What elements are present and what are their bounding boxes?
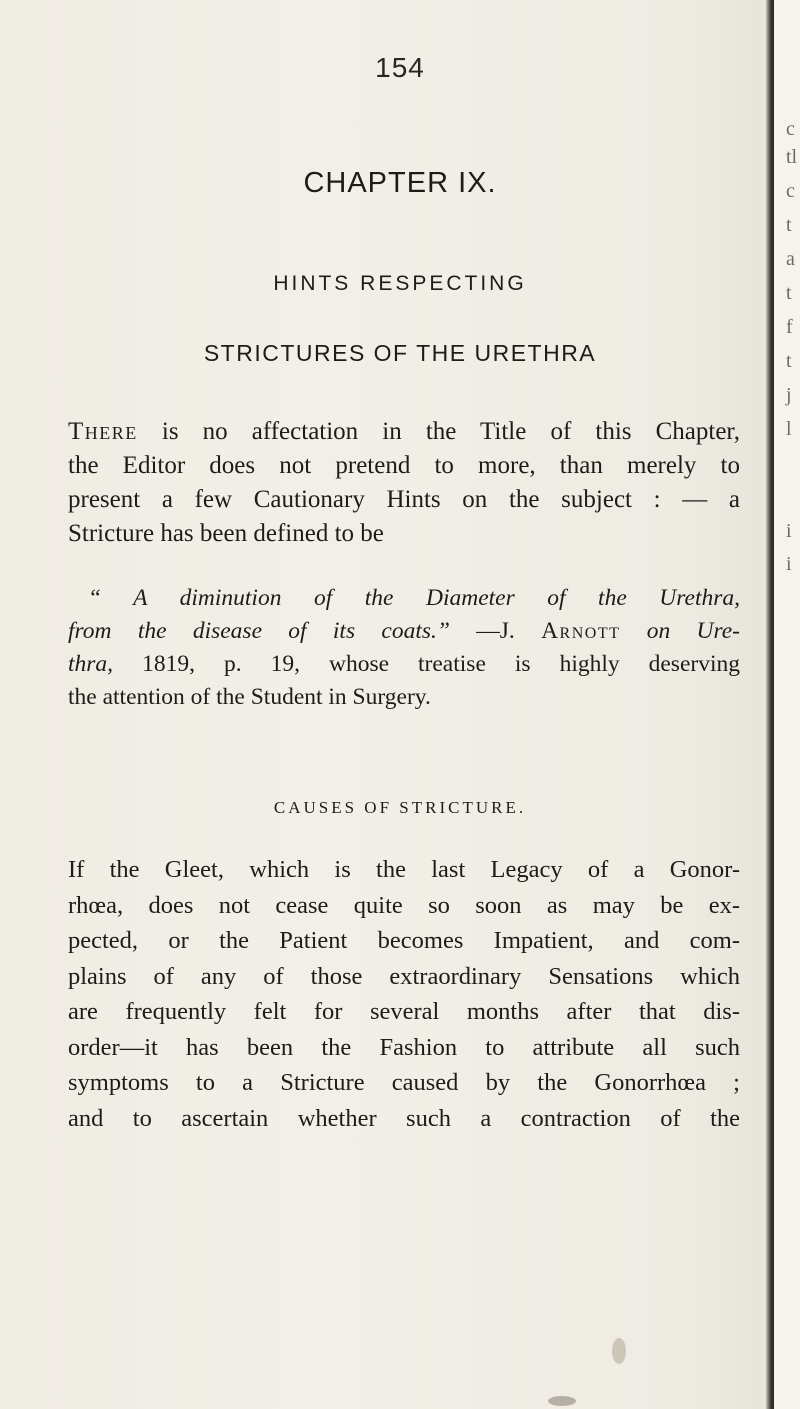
adjacent-page-edge — [774, 0, 800, 1409]
definition-quote — [68, 582, 740, 714]
ink-stain — [612, 1338, 626, 1364]
quote-line-4: the attention of the Student in Surgery. — [68, 684, 431, 710]
causes-paragraph — [68, 852, 740, 1136]
fragment: l — [786, 418, 792, 440]
quote-author: Arnott — [541, 618, 621, 644]
causes-line-4: plains of any of those extraordinary Sensations which — [68, 962, 740, 990]
page-gutter — [766, 0, 774, 1409]
quote-line-3: thra, 1819, p. 19, whose treatise is highly deserving — [68, 651, 740, 677]
intro-line-4: Stricture has been defined to be — [68, 520, 384, 547]
fragment: t — [786, 214, 792, 236]
intro-line-3: present a few Cautionary Hints on the subject : — a — [68, 486, 740, 513]
quote-line-2: from the disease of its coats.” —J. Arnott on Ure- — [68, 618, 741, 644]
causes-line-3: pected, or the Patient becomes Impatient, and com- — [68, 927, 740, 954]
causes-line-5: are frequently felt for several months after that dis- — [68, 998, 740, 1025]
fragment: i — [786, 553, 792, 575]
fragment: c — [786, 118, 795, 140]
causes-line-7: symptoms to a Stricture caused by the Gonorrhœa ; — [68, 1069, 740, 1096]
section-heading: CAUSES OF STRICTURE. — [273, 798, 527, 817]
chapter-subtitle-line-2: STRICTURES OF THE URETHRA — [203, 340, 597, 366]
causes-line-6: order—it has been the Fashion to attribute all such — [68, 1033, 740, 1061]
causes-line-8: and to ascertain whether such a contraction of the — [68, 1104, 740, 1132]
causes-line-2: rhœa, does not cease quite so soon as may be ex- — [68, 891, 740, 919]
fragment: f — [786, 316, 793, 338]
chapter-subtitle-line-1: HINTS RESPECTING — [273, 272, 527, 295]
intro-lead-word: There — [68, 418, 138, 445]
intro-paragraph — [68, 415, 740, 551]
causes-line-1: If the Gleet, which is the last Legacy of a Gonor- — [68, 856, 740, 883]
fragment: t — [786, 350, 792, 372]
ink-stain — [548, 1396, 576, 1406]
intro-line-1: There is no affectation in the Title of this Chapter, — [68, 418, 740, 445]
fragment: j — [786, 384, 792, 406]
page-number: 154 — [375, 52, 425, 83]
fragment: i — [786, 520, 792, 542]
chapter-title: CHAPTER IX. — [303, 167, 497, 199]
fragment: t — [786, 282, 792, 304]
quote-line-1: “ A diminution of the Diameter of the Urethra, — [88, 585, 740, 611]
intro-line-2: the Editor does not pretend to more, than merely to — [68, 452, 740, 479]
fragment: tl — [786, 146, 798, 168]
fragment: a — [786, 248, 795, 270]
fragment: c — [786, 180, 795, 202]
